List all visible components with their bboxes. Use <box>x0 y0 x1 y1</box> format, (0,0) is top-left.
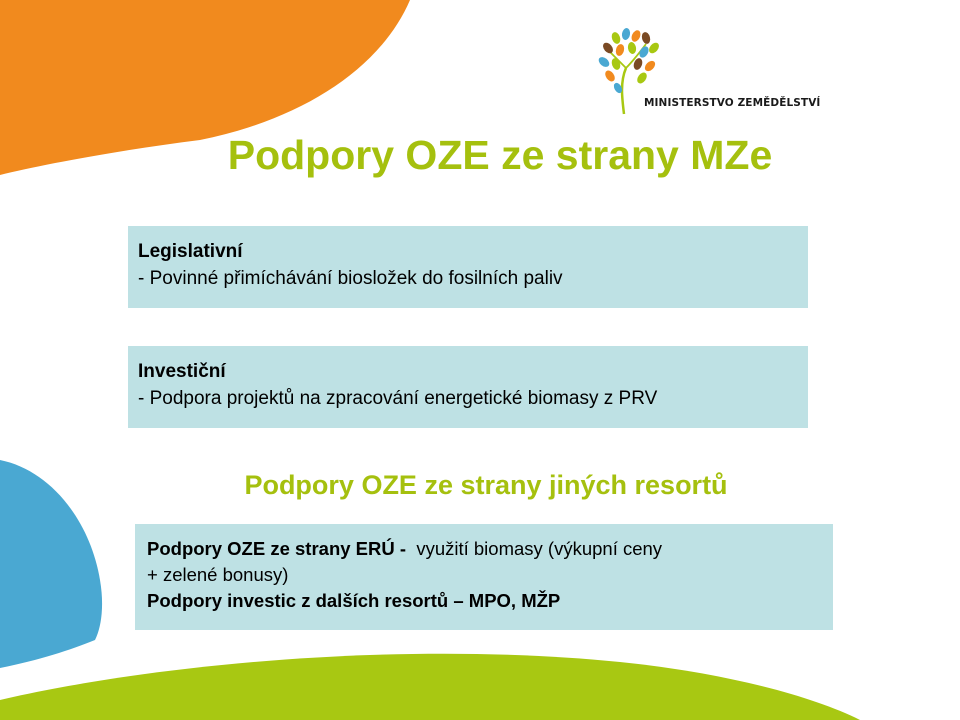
ministry-name: MINISTERSTVO ZEMĚDĚLSTVÍ <box>644 97 821 109</box>
legislative-text: - Povinné přimíchávání biosložek do fosilních paliv <box>138 268 563 289</box>
investment-box <box>128 346 808 428</box>
legislative-box <box>128 226 808 308</box>
other-resorts-box <box>135 524 833 630</box>
eru-support-text: využití biomasy (výkupní ceny <box>416 538 663 559</box>
investment-text: - Podpora projektů na zpracování energetické biomasy z PRV <box>138 388 658 409</box>
green-leaf-shape <box>0 654 860 720</box>
investment-heading: Investiční <box>138 361 226 382</box>
section-subtitle: Podpory OZE ze strany jiných resortů <box>244 470 728 500</box>
eru-support-text-continued: + zelené bonusy) <box>147 564 289 585</box>
page-title: Podpory OZE ze strany MZe <box>227 132 773 178</box>
eru-support-heading: Podpory OZE ze strany ERÚ - <box>147 538 407 559</box>
legislative-heading: Legislativní <box>138 241 243 262</box>
other-investment-support: Podpory investic z dalších resortů – MPO, MŽP <box>147 590 561 611</box>
